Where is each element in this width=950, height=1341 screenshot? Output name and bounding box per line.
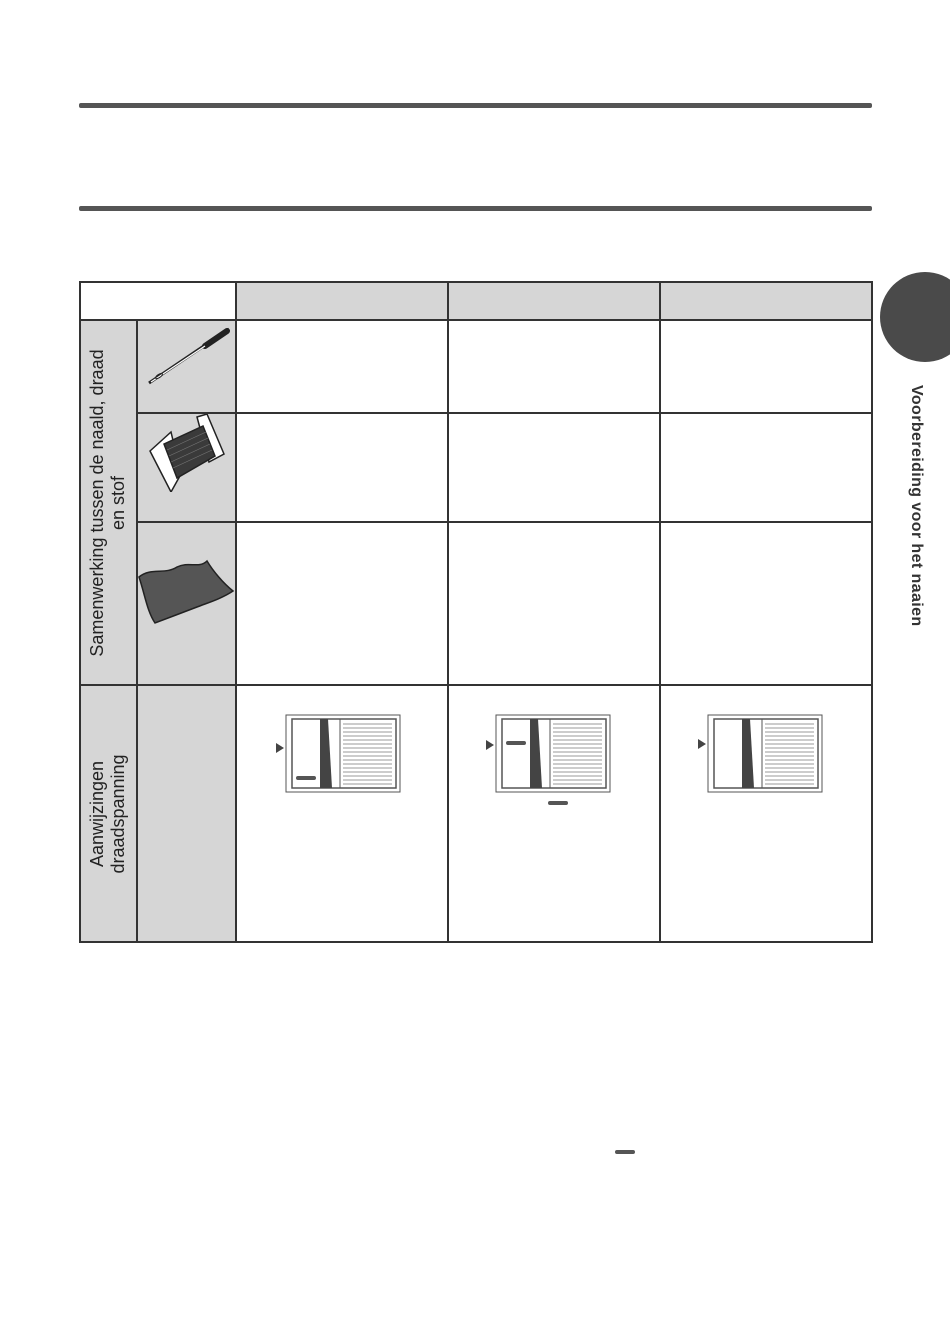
grid-line [79,281,873,283]
grid-line [235,281,237,943]
table-header-row [236,281,873,320]
row-group-2-empty-cell [137,685,236,943]
needle-icon [141,325,233,387]
minus-symbol [548,801,568,805]
row-group-1-label: Samenwerking tussen de naald, draad en stof [87,348,128,657]
grid-line [871,281,873,943]
top-rule [79,103,872,108]
grid-line [79,941,873,943]
needle-thread-fabric-table [79,281,873,943]
title-rule [79,206,872,211]
thread-spool-icon [147,414,227,492]
minus-symbol-text [615,1150,635,1154]
chapter-tab [880,272,950,362]
row-group-1-label-cell [79,320,137,685]
row-group-2-label-cell [79,685,137,943]
tension-gauge-high [486,713,611,793]
grid-line [136,319,138,943]
grid-line [79,684,873,686]
tension-gauge-low [276,713,401,793]
row-group-2-label: Aanwijzingen draadspanning [87,754,128,874]
grid-line [137,412,873,414]
grid-line [137,521,873,523]
grid-line [659,281,661,943]
grid-line [79,281,81,943]
tension-gauge-center [698,713,823,793]
fabric-icon [137,559,235,625]
grid-line [447,281,449,943]
grid-line [79,319,873,321]
chapter-label: Voorbereiding voor het naaien [908,385,925,627]
